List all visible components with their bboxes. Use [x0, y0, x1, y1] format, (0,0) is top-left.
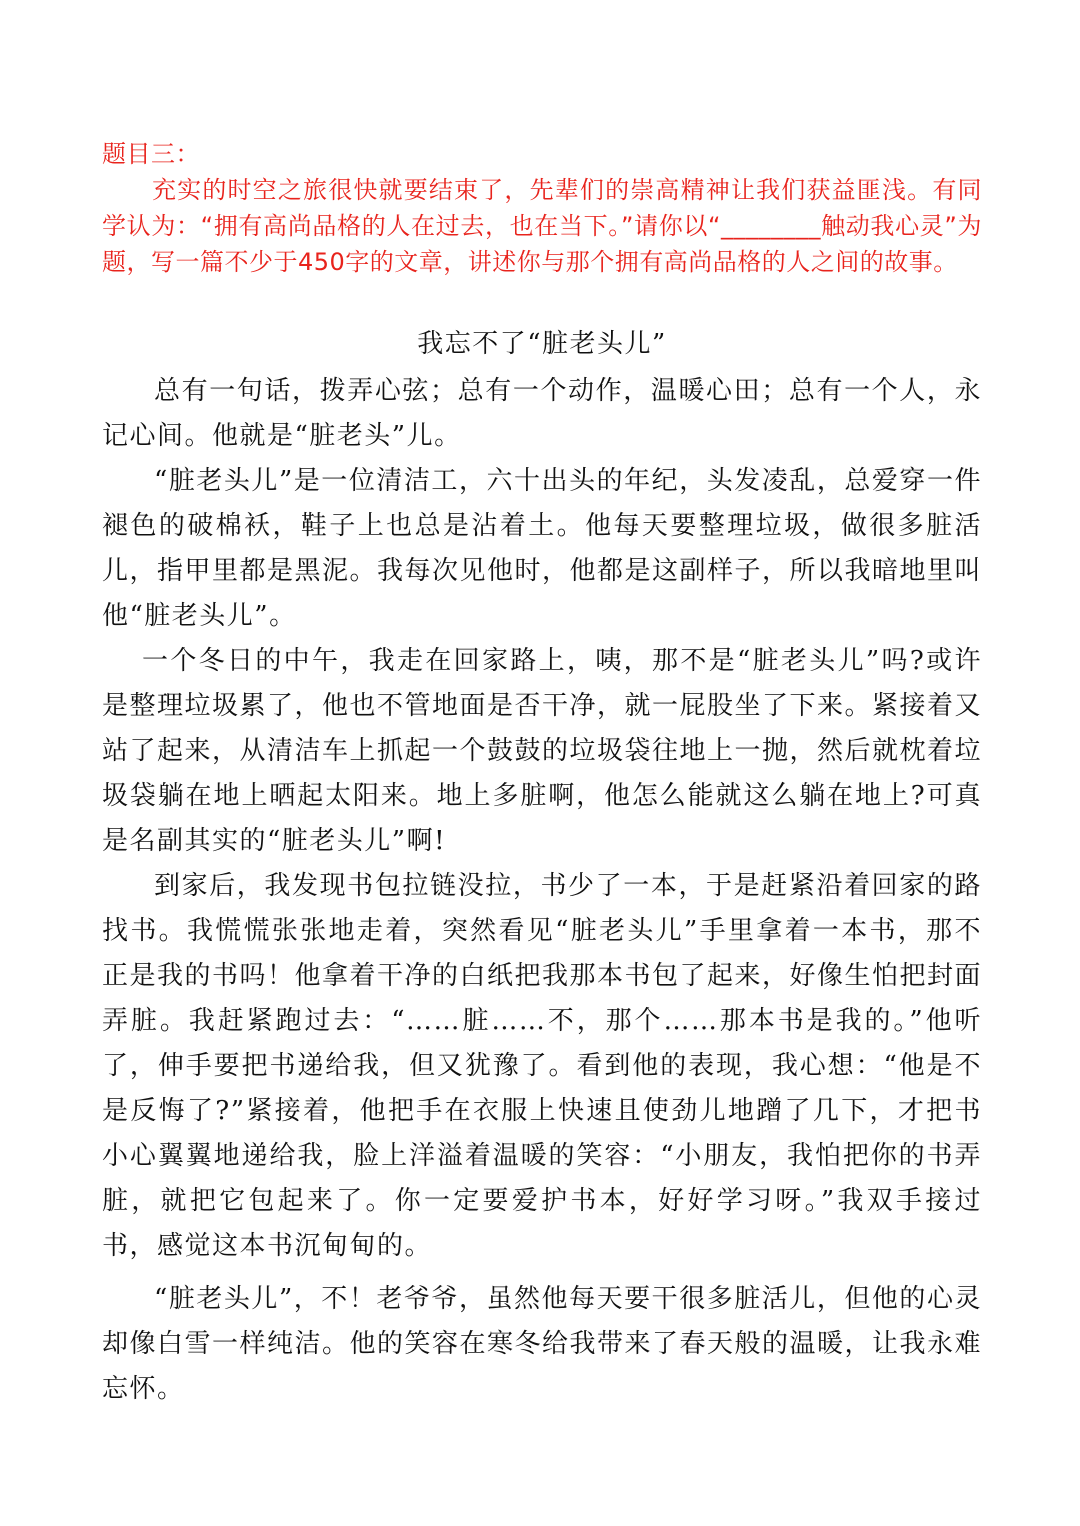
essay-title: 我忘不了“脏老头儿” — [417, 329, 667, 359]
essay-paragraph: 总有一句话，拨弄心弦；总有一个动作，温暖心田；总有一个人，永记心间。他就是“脏老头”儿。 — [102, 376, 982, 451]
essay-prompt — [102, 136, 982, 280]
essay — [102, 322, 982, 1412]
prompt-body: 充实的时空之旅很快就要结束了，先辈们的崇高精神让我们获益匪浅。有同学认为：“拥有高尚品格的人在过去，也在当下。”请你以“________触动我心灵”为题，写一篇不少于450字的文章，讲述你与那个拥有高尚品格的人之间的故事。 — [102, 176, 982, 276]
prompt-heading: 题目三： — [102, 140, 200, 168]
essay-paragraph: 到家后，我发现书包拉链没拉，书少了一本，于是赶紧沿着回家的路找书。我慌慌张张地走着，突然看见“脏老头儿”手里拿着一本书，那不正是我的书吗！他拿着干净的白纸把我那本书包了起来，好像生怕把封面弄脏。我赶紧跑过去：“……脏……不，那个……那本书是我的。”他听了，伸手要把书递给我，但又犹豫了。看到他的表现，我心想：“他是不是反悔了?”紧接着，他把手在衣服上快速且使劲儿地蹭了几下，才把书小心翼翼地递给我，脸上洋溢着温暖的笑容：“小朋友，我怕把你的书弄脏，就把它包起来了。你一定要爱护书本，好好学习呀。”我双手接过书，感觉这本书沉甸甸的。 — [102, 871, 983, 1261]
essay-paragraph: “脏老头儿”是一位清洁工，六十出头的年纪，头发凌乱，总爱穿一件褪色的破棉袄，鞋子上也总是沾着土。他每天要整理垃圾，做很多脏活儿，指甲里都是黑泥。我每次见他时，他都是这副样子，所以我暗地里叫他“脏老头儿”。 — [102, 466, 983, 631]
essay-paragraph: “脏老头儿”，不！老爷爷，虽然他每天要干很多脏活儿，但他的心灵却像白雪一样纯洁。他的笑容在寒冬给我带来了春天般的温暖，让我永难忘怀。 — [102, 1284, 983, 1404]
essay-paragraph: 一个冬日的中午，我走在回家路上，咦，那不是“脏老头儿”吗?或许是整理垃圾累了，他也不管地面是否干净，就一屁股坐了下来。紧接着又站了起来，从清洁车上抓起一个鼓鼓的垃圾袋往地上一抛，然后就枕着垃圾袋躺在地上晒起太阳来。地上多脏啊，他怎么能就这么躺在地上?可真是名副其实的“脏老头儿”啊! — [102, 646, 983, 856]
